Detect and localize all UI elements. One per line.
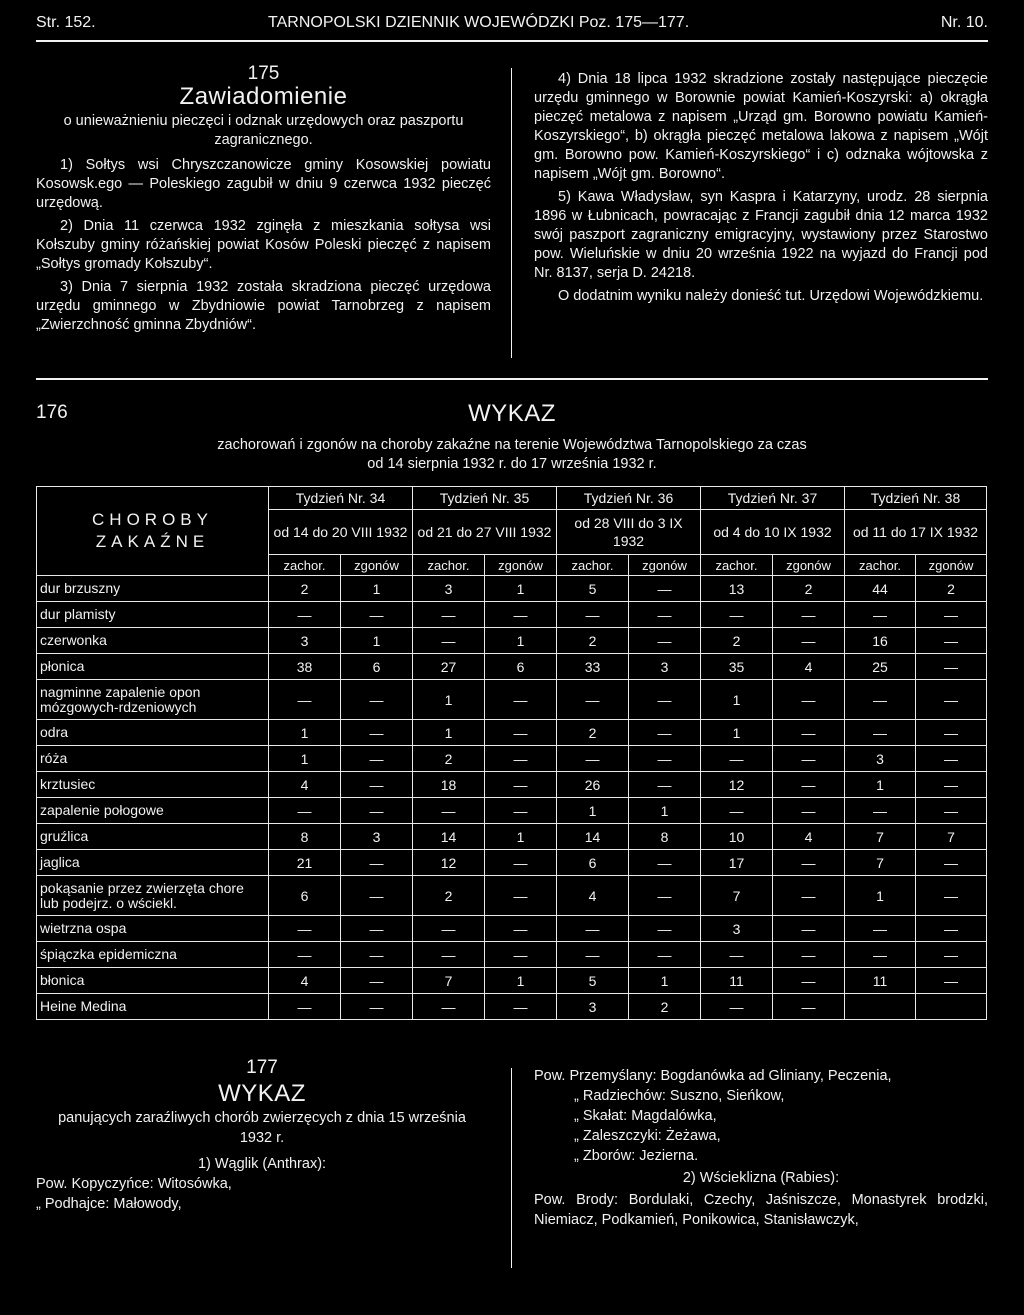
sub-header-cases: zachor. <box>413 555 485 576</box>
cases-cell: 1 <box>701 680 773 720</box>
anthrax-line-5: „ Skałat: Magdalówka, <box>574 1108 717 1124</box>
cases-cell: 10 <box>701 824 773 850</box>
cases-cell: 26 <box>557 772 629 798</box>
deaths-cell: — <box>773 798 845 824</box>
sub-header-deaths: zgonów <box>773 555 845 576</box>
disease-name: pokąsanie przez zwierzęta chore lub podejrz. o wściekl. <box>37 876 269 916</box>
deaths-cell: — <box>341 876 413 916</box>
sub-header-cases: zachor. <box>557 555 629 576</box>
table-body <box>37 576 987 1020</box>
cases-cell: — <box>845 916 916 942</box>
table-category-header <box>37 487 269 576</box>
notice-number: 175 <box>247 63 280 84</box>
deaths-cell: — <box>341 916 413 942</box>
cases-cell: 3 <box>845 746 916 772</box>
sub-header-cases: zachor. <box>269 555 341 576</box>
journal-title: TARNOPOLSKI DZIENNIK WOJEWÓDZKI Poz. 175—177. <box>268 14 690 31</box>
deaths-cell: — <box>916 850 987 876</box>
sub-header-deaths: zgonów <box>629 555 701 576</box>
cases-cell: — <box>701 942 773 968</box>
deaths-cell: — <box>629 916 701 942</box>
deaths-cell: 6 <box>341 654 413 680</box>
deaths-cell: — <box>773 628 845 654</box>
wykaz-177-number: 177 <box>246 1057 278 1078</box>
cases-cell: 12 <box>413 850 485 876</box>
deaths-cell: — <box>341 798 413 824</box>
disease-name: róża <box>37 746 269 772</box>
cases-cell: — <box>845 680 916 720</box>
deaths-cell: — <box>341 850 413 876</box>
table-row <box>37 916 987 942</box>
disease-name: Heine Medina <box>37 994 269 1020</box>
deaths-cell: — <box>773 968 845 994</box>
disease-table <box>36 486 987 1020</box>
cases-cell: — <box>413 994 485 1020</box>
deaths-cell: — <box>341 720 413 746</box>
cases-cell: — <box>413 628 485 654</box>
wykaz-177-title: WYKAZ <box>218 1080 306 1107</box>
deaths-cell: — <box>773 850 845 876</box>
deaths-cell: — <box>916 654 987 680</box>
cases-cell: 2 <box>557 628 629 654</box>
deaths-cell: — <box>916 916 987 942</box>
table-row <box>37 628 987 654</box>
notice-subtitle: o unieważnieniu pieczęci i odznak urzędowych oraz paszportu zagranicznego. <box>63 113 464 148</box>
category-line1: CHOROBY <box>92 510 213 529</box>
cases-cell: 3 <box>413 576 485 602</box>
deaths-cell: — <box>341 994 413 1020</box>
deaths-cell: — <box>773 680 845 720</box>
week-range: od 21 do 27 VIII 1932 <box>413 510 557 555</box>
cases-cell: — <box>557 602 629 628</box>
notice-175-right <box>534 70 988 310</box>
deaths-cell: 3 <box>629 654 701 680</box>
cases-cell: — <box>269 680 341 720</box>
wykaz-176-subtitle-line1: zachorowań i zgonów na choroby zakaźne na terenie Województwa Tarnopolskiego za czas <box>217 437 807 453</box>
disease-name: płonica <box>37 654 269 680</box>
page-number: Str. 152. <box>36 14 96 31</box>
wykaz-176-number: 176 <box>36 402 68 423</box>
week-range: od 11 do 17 IX 1932 <box>845 510 987 555</box>
cases-cell: 8 <box>269 824 341 850</box>
cases-cell: 35 <box>701 654 773 680</box>
section-anthrax: 1) Wąglik (Anthrax): <box>197 1156 327 1172</box>
deaths-cell: 1 <box>341 628 413 654</box>
deaths-cell: 1 <box>485 968 557 994</box>
notice-paragraph-6: O dodatnim wyniku należy donieść tut. Urzędowi Wojewódzkiemu. <box>558 288 984 304</box>
category-line2: ZAKAŹNE <box>95 532 210 551</box>
anthrax-line-2: „ Podhajce: Małowody, <box>36 1196 182 1212</box>
deaths-cell: — <box>773 602 845 628</box>
disease-name: dur brzuszny <box>37 576 269 602</box>
cases-cell: — <box>845 602 916 628</box>
cases-cell: — <box>413 916 485 942</box>
deaths-cell: 3 <box>341 824 413 850</box>
deaths-cell: 2 <box>773 576 845 602</box>
cases-cell: 14 <box>413 824 485 850</box>
cases-cell: — <box>557 916 629 942</box>
cases-cell: 16 <box>845 628 916 654</box>
cases-cell: — <box>557 746 629 772</box>
disease-name: gruźlica <box>37 824 269 850</box>
cases-cell: 1 <box>413 680 485 720</box>
section-rule <box>36 378 988 380</box>
deaths-cell: — <box>485 720 557 746</box>
deaths-cell: 1 <box>485 628 557 654</box>
deaths-cell: — <box>485 680 557 720</box>
cases-cell: 2 <box>557 720 629 746</box>
deaths-cell: — <box>916 942 987 968</box>
deaths-cell: — <box>773 720 845 746</box>
deaths-cell: 6 <box>485 654 557 680</box>
cases-cell: — <box>557 680 629 720</box>
cases-cell: 33 <box>557 654 629 680</box>
wykaz-177 <box>36 1058 488 1214</box>
sub-header-deaths: zgonów <box>485 555 557 576</box>
cases-cell: 1 <box>413 720 485 746</box>
deaths-cell: — <box>916 968 987 994</box>
cases-cell: 2 <box>701 628 773 654</box>
deaths-cell: — <box>341 602 413 628</box>
cases-cell: 2 <box>413 746 485 772</box>
disease-name: śpiączka epidemiczna <box>37 942 269 968</box>
deaths-cell: — <box>773 746 845 772</box>
notice-paragraph-5: 5) Kawa Władysław, syn Kaspra i Katarzyny, urodz. 28 sierpnia 1896 w Łubnicach, powracając z Francji zagubił dnia 12 marca 1932 swój paszport zagraniczny emigracyjny, wystawiony przez Starostwo pow. Wieluńskie w dniu 20 września 1922 na wyjazd do Francji pod Nr. 8137, serja D. 24218. <box>534 189 988 281</box>
cases-cell: 11 <box>701 968 773 994</box>
table-row <box>37 942 987 968</box>
cases-cell: 38 <box>269 654 341 680</box>
table-row <box>37 654 987 680</box>
deaths-cell: — <box>629 942 701 968</box>
cases-cell: — <box>701 994 773 1020</box>
deaths-cell: — <box>629 746 701 772</box>
cases-cell: — <box>269 602 341 628</box>
table-row <box>37 746 987 772</box>
notice-paragraph-1: 1) Sołtys wsi Chryszczanowicze gminy Kosowskiej powiatu Kosowsk.ego — Poleskiego zagubił w dniu 9 czerwca 1932 pieczęć urzędową. <box>36 157 491 211</box>
cases-cell: 7 <box>413 968 485 994</box>
table-row <box>37 720 987 746</box>
deaths-cell: — <box>485 772 557 798</box>
cases-cell: 25 <box>845 654 916 680</box>
cases-cell: 1 <box>269 720 341 746</box>
cases-cell: 1 <box>269 746 341 772</box>
disease-name: odra <box>37 720 269 746</box>
deaths-cell: 2 <box>916 576 987 602</box>
deaths-cell: — <box>916 602 987 628</box>
cases-cell: 17 <box>701 850 773 876</box>
deaths-cell: — <box>916 680 987 720</box>
deaths-cell: — <box>773 876 845 916</box>
cases-cell: 3 <box>701 916 773 942</box>
deaths-cell: 4 <box>773 654 845 680</box>
table-row <box>37 680 987 720</box>
table-row <box>37 772 987 798</box>
deaths-cell: — <box>485 746 557 772</box>
deaths-cell: 8 <box>629 824 701 850</box>
rabies-line-1: Pow. Brody: Bordulaki, Czechy, Jaśniszcze, Monastyrek brodzki, Niemiacz, Podkamień, Ponikowica, Stanisławczyk, <box>534 1192 988 1228</box>
cases-cell: — <box>269 994 341 1020</box>
deaths-cell: — <box>916 628 987 654</box>
column-divider-bottom <box>511 1068 512 1268</box>
cases-cell: 7 <box>845 850 916 876</box>
deaths-cell: 2 <box>629 994 701 1020</box>
cases-cell: — <box>269 942 341 968</box>
deaths-cell: — <box>629 602 701 628</box>
table-row <box>37 876 987 916</box>
cases-cell <box>845 994 916 1020</box>
notice-title: Zawiadomienie <box>179 83 348 110</box>
deaths-cell: — <box>485 994 557 1020</box>
cases-cell: 1 <box>557 798 629 824</box>
anthrax-line-7: „ Zborów: Jezierna. <box>574 1148 699 1164</box>
wykaz-176-title: WYKAZ <box>468 400 556 427</box>
week-range: od 28 VIII do 3 IX 1932 <box>557 510 701 555</box>
cases-cell: 3 <box>557 994 629 1020</box>
disease-name: zapalenie połogowe <box>37 798 269 824</box>
week-header: Tydzień Nr. 36 <box>557 487 701 510</box>
deaths-cell: — <box>629 876 701 916</box>
week-range: od 4 do 10 IX 1932 <box>701 510 845 555</box>
deaths-cell: — <box>916 720 987 746</box>
cases-cell: 21 <box>269 850 341 876</box>
deaths-cell: — <box>629 628 701 654</box>
cases-cell: — <box>413 798 485 824</box>
cases-cell: 1 <box>845 772 916 798</box>
cases-cell: 4 <box>557 876 629 916</box>
deaths-cell: — <box>341 968 413 994</box>
wykaz-176-subtitle-line2: od 14 sierpnia 1932 r. do 17 września 1932 r. <box>367 456 657 472</box>
cases-cell: 6 <box>269 876 341 916</box>
deaths-cell: — <box>916 746 987 772</box>
deaths-cell: — <box>485 850 557 876</box>
wykaz-177-right <box>534 1066 988 1230</box>
cases-cell: — <box>269 798 341 824</box>
table-row <box>37 798 987 824</box>
deaths-cell <box>916 994 987 1020</box>
deaths-cell: — <box>629 576 701 602</box>
notice-paragraph-4: 4) Dnia 18 lipca 1932 skradzione zostały następujące pieczęcie urzędu gminnego w Borownie powiat Kamień-Koszyrski: a) okrągła pieczęć metalowa z napisem „Urząd gm. Borowno powiatu Kamień-Koszyrskiego“, b) okrągła pieczęć metalowa lakowa z napisem „Wójt gm. Borowno pow. Kamień-Koszyrskiego“ i c) odznaka wójtowska z napisem „Wójt gm. Borowno“. <box>534 71 988 182</box>
cases-cell: 2 <box>269 576 341 602</box>
deaths-cell: — <box>341 942 413 968</box>
notice-paragraph-2: 2) Dnia 11 czerwca 1932 zginęła z mieszkania sołtysa wsi Kołszuby gminy różańskiej powiat Kosów Poleski pieczęć z napisem „Sołtys gromady Kołszuby“. <box>36 218 491 272</box>
cases-cell: 7 <box>701 876 773 916</box>
cases-cell: 12 <box>701 772 773 798</box>
cases-cell: 44 <box>845 576 916 602</box>
deaths-cell: 4 <box>773 824 845 850</box>
deaths-cell: — <box>485 798 557 824</box>
deaths-cell: — <box>629 850 701 876</box>
disease-name: nagminne zapalenie opon mózgowych-rdzeniowych <box>37 680 269 720</box>
deaths-cell: — <box>485 876 557 916</box>
cases-cell: 27 <box>413 654 485 680</box>
cases-cell: — <box>413 602 485 628</box>
week-range: od 14 do 20 VIII 1932 <box>269 510 413 555</box>
cases-cell: 6 <box>557 850 629 876</box>
cases-cell: — <box>557 942 629 968</box>
deaths-cell: — <box>485 916 557 942</box>
cases-cell: — <box>413 942 485 968</box>
cases-cell: 14 <box>557 824 629 850</box>
sub-header-deaths: zgonów <box>341 555 413 576</box>
wykaz-177-subtitle: panujących zaraźliwych chorób zwierzęcych z dnia 15 września 1932 r. <box>58 1110 466 1146</box>
table-row <box>37 602 987 628</box>
header-rule <box>36 40 988 42</box>
table-row <box>37 576 987 602</box>
week-header: Tydzień Nr. 34 <box>269 487 413 510</box>
deaths-cell: — <box>773 916 845 942</box>
cases-cell: — <box>701 602 773 628</box>
cases-cell: 2 <box>413 876 485 916</box>
disease-name: czerwonka <box>37 628 269 654</box>
cases-cell: 18 <box>413 772 485 798</box>
cases-cell: 4 <box>269 772 341 798</box>
cases-cell: 13 <box>701 576 773 602</box>
cases-cell: 3 <box>269 628 341 654</box>
anthrax-line-4: „ Radziechów: Suszno, Sieńkow, <box>574 1088 785 1104</box>
cases-cell: 11 <box>845 968 916 994</box>
week-header: Tydzień Nr. 37 <box>701 487 845 510</box>
deaths-cell: 1 <box>629 968 701 994</box>
section-rabies: 2) Wścieklizna (Rabies): <box>682 1170 840 1186</box>
deaths-cell: — <box>485 602 557 628</box>
disease-name: błonica <box>37 968 269 994</box>
deaths-cell: — <box>916 876 987 916</box>
deaths-cell: — <box>629 772 701 798</box>
deaths-cell: — <box>629 720 701 746</box>
cases-cell: 4 <box>269 968 341 994</box>
sub-header-deaths: zgonów <box>916 555 987 576</box>
wykaz-176-subtitle <box>0 436 1024 474</box>
deaths-cell: — <box>341 772 413 798</box>
cases-cell: — <box>845 942 916 968</box>
anthrax-line-1: Pow. Kopyczyńce: Witosówka, <box>36 1176 232 1192</box>
deaths-cell: 1 <box>629 798 701 824</box>
sub-header-cases: zachor. <box>701 555 773 576</box>
disease-name: dur plamisty <box>37 602 269 628</box>
deaths-cell: 1 <box>485 576 557 602</box>
page-header <box>36 14 988 40</box>
deaths-cell: — <box>773 942 845 968</box>
column-divider <box>511 68 512 358</box>
deaths-cell: — <box>341 680 413 720</box>
anthrax-line-3: Pow. Przemyślany: Bogdanówka ad Gliniany, Peczenia, <box>534 1068 892 1084</box>
week-header: Tydzień Nr. 35 <box>413 487 557 510</box>
deaths-cell: — <box>773 772 845 798</box>
cases-cell: — <box>269 916 341 942</box>
disease-name: krztusiec <box>37 772 269 798</box>
sub-header-cases: zachor. <box>845 555 916 576</box>
cases-cell: 1 <box>845 876 916 916</box>
issue-number: Nr. 10. <box>940 14 988 31</box>
deaths-cell: — <box>629 680 701 720</box>
deaths-cell: 1 <box>485 824 557 850</box>
cases-cell: — <box>701 746 773 772</box>
deaths-cell: — <box>916 772 987 798</box>
cases-cell: — <box>845 798 916 824</box>
cases-cell: — <box>701 798 773 824</box>
anthrax-line-6: „ Zaleszczyki: Żeżawa, <box>574 1128 721 1144</box>
deaths-cell: — <box>341 746 413 772</box>
deaths-cell: — <box>485 942 557 968</box>
table-row <box>37 850 987 876</box>
notice-paragraph-3: 3) Dnia 7 sierpnia 1932 została skradziona pieczęć urzędowa urzędu gminnego w Zbydniowie powiat Tarnobrzeg z napisem „Zwierzchność gminna Zbydniów“. <box>36 279 491 333</box>
deaths-cell: 7 <box>916 824 987 850</box>
deaths-cell: 1 <box>341 576 413 602</box>
cases-cell: — <box>845 720 916 746</box>
cases-cell: 5 <box>557 576 629 602</box>
table-row <box>37 968 987 994</box>
deaths-cell: — <box>916 798 987 824</box>
table-row <box>37 994 987 1020</box>
cases-cell: 7 <box>845 824 916 850</box>
deaths-cell: — <box>773 994 845 1020</box>
notice-175-left <box>36 64 491 339</box>
cases-cell: 5 <box>557 968 629 994</box>
disease-name: jaglica <box>37 850 269 876</box>
cases-cell: 1 <box>701 720 773 746</box>
week-header: Tydzień Nr. 38 <box>845 487 987 510</box>
disease-name: wietrzna ospa <box>37 916 269 942</box>
table-row <box>37 824 987 850</box>
